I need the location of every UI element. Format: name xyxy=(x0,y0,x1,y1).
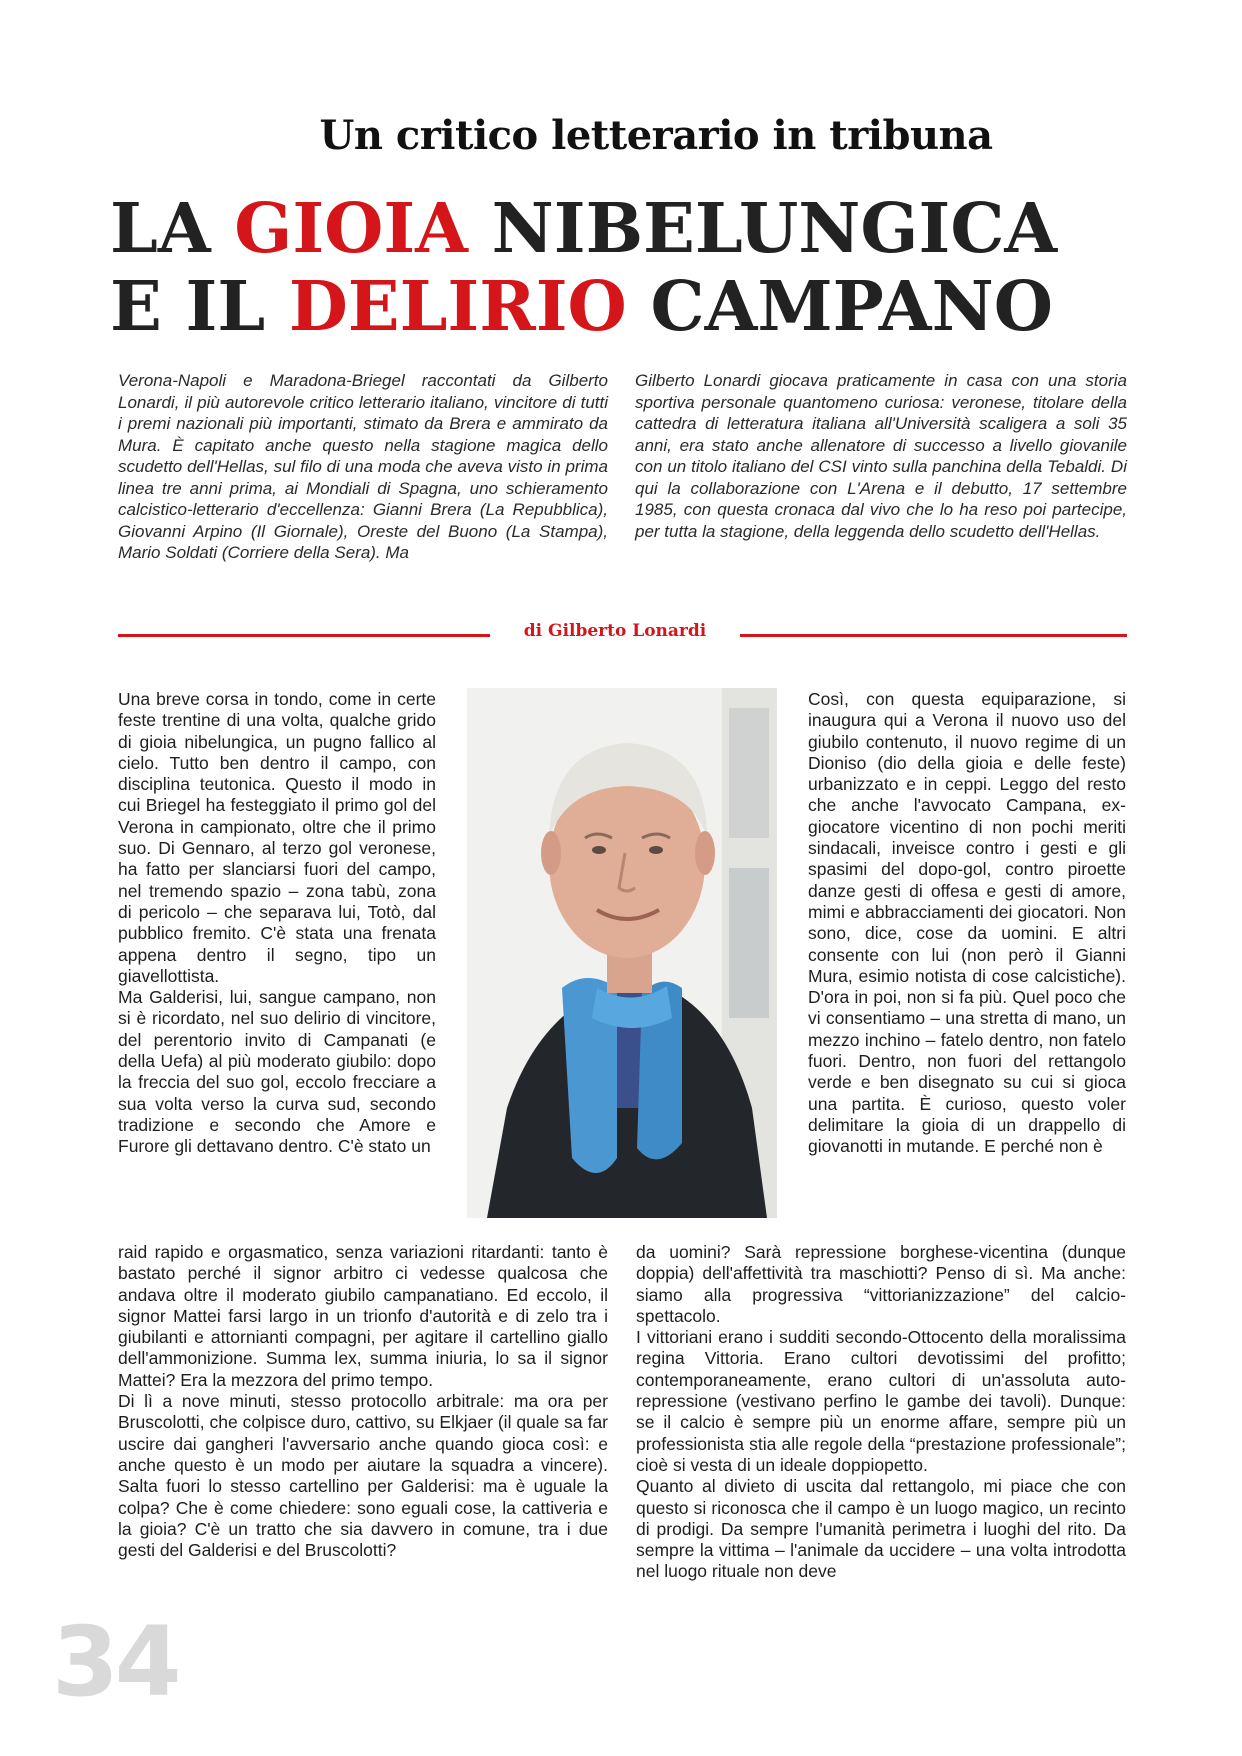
headline-line-1: LA GIOIA NIBELUNGICA xyxy=(110,189,1058,269)
intro-left: Verona-Napoli e Maradona-Briegel raccontati da Gilberto Lonardi, il più autorevole critico letterario italiano, vincitore di tutti i premi nazionali più importanti, stimato da Brera e ammirato da Mura. È capitato anche questo nella stagione magica dello scudetto dell'Hellas, sul filo di una moda che aveva visto in prima linea tre anni prima, ai Mondiali di Spagna, uno schieramento calcistico-letterario d'eccellenza: Gianni Brera (La Repubblica), Giovanni Arpino (Il Giornale), Oreste del Buono (La Stampa), Mario Soldati (Corriere della Sera). Ma xyxy=(118,371,608,562)
byline: di Gilberto Lonardi xyxy=(523,621,707,641)
paragraph: da uomini? Sarà repressione borghese-vicentina (dunque doppia) dell'affettività tra maschiotti? Penso di sì. Ma anche: siamo alla progressiva “vittorianizzazione” del calcio-spettacolo. xyxy=(636,1242,1126,1326)
byline-rule-right xyxy=(740,634,1127,637)
intro-right: Gilberto Lonardi giocava praticamente in casa con una storia sportiva personale quantomeno curiosa: veronese, titolare della cattedra di letteratura italiana all'Università scaligera a soli 35 anni, era stato anche allenatore di successo a livello giovanile con un titolo italiano del CSI vinto sulla panchina della Tebaldi. Di qui la collaborazione con L'Arena e il debutto, 17 settembre 1985, con questa cronaca dal vivo che lo ha reso poi partecipe, per tutta la stagione, della leggenda dello scudetto dell'Hellas. xyxy=(635,371,1127,541)
paragraph: Una breve corsa in tondo, come in certe feste trentine di una volta, qualche grido di gioia nibelungica, un pugno fallico al cielo. Tutto ben dentro il campo, con disciplina teutonica. Questo il modo in cui Briegel ha festeggiato il primo gol del Verona in campionato, oltre che il primo suo. Di Gennaro, al terzo gol veronese, ha fatto per slanciarsi fuori del campo, nel tremendo spazio – zona tabù, zona di pericolo – che separava lui, Totò, dal pubblico fremito. C'è stata una frenata appena dentro il segno, tipo un giavellottista. xyxy=(118,689,436,986)
headline xyxy=(110,190,1130,346)
body-col1-narrow xyxy=(118,689,436,1158)
headline-line-2: E IL DELIRIO CAMPANO xyxy=(110,267,1053,347)
byline-rule-left xyxy=(118,634,490,637)
paragraph: I vittoriani erano i sudditi secondo-Ottocento della moralissima regina Vittoria. Erano cultori devotissimi del profitto; contemporaneamente, erano cultori di un'assoluta auto-repressione (vestivano perfino le gambe dei tavoli). Dunque: se il calcio è sempre più un enorme affare, sempre più un professionista stia alle regole della “prestazione professionale”; cioè si vesta di un ideale doppiopetto. xyxy=(636,1327,1126,1475)
paragraph: Quanto al divieto di uscita dal rettangolo, mi piace che con questo si riconosca che il campo è un luogo magico, un recinto di prodigi. Da sempre l'umanità perimetra i luoghi del rito. Da sempre la vittima – l'animale da uccidere – una volta introdotta nel luogo rituale non deve xyxy=(636,1476,1126,1582)
kicker: Un critico letterario in tribuna xyxy=(319,112,993,159)
author-photo xyxy=(467,688,777,1218)
headline-highlight-delirio: DELIRIO xyxy=(288,267,627,347)
page-number: 34 xyxy=(52,1606,178,1718)
body-col2-narrow xyxy=(808,689,1126,1158)
portrait-image xyxy=(467,688,777,1218)
paragraph: raid rapido e orgasmatico, senza variazioni ritardanti: tanto è bastato perché il signor arbitro ci vedesse qualcosa che andava oltre il moderato giubilo campanatiano. Ed eccolo, il signor Mattei farsi largo in un trionfo d'autorità e di zelo tra i giubilanti e attornianti compagni, per agitare il cartellino giallo dell'ammonizione. Summa lex, summa iniuria, lo sa il signor Mattei? Era la mezzora del primo tempo. xyxy=(118,1242,608,1390)
paragraph: Così, con questa equiparazione, si inaugura qui a Verona il nuovo uso del giubilo contenuto, il nuovo regime di un Dioniso (dio della gioia e delle feste) urbanizzato e in ceppi. Leggo del resto che anche l'avvocato Campana, ex-giocatore vicentino di non pochi meriti sindacali, inveisce contro i gesti e gli spasimi del dopo-gol, contro piroette danze gesti di offesa e gesti di amore, mimi e abbracciamenti dei giocatori. Non sono, dice, cose da uomini. E altri consente con lui (non però il Gianni Mura, esimio notista di cose calcistiche). D'ora in poi, non si fa più. Quel poco che vi consentiamo – una stretta di mano, un mezzo inchino – fatelo dentro, non fatelo fuori. Dentro, non fuori del rettangolo verde e ben disegnato su cui si gioca una partita. È curioso, questo voler delimitare la gioia di un drappello di giovanotti in mutande. E perché non è xyxy=(808,689,1126,1157)
body-col1-wide xyxy=(118,1242,608,1561)
body-col2-wide xyxy=(636,1242,1126,1583)
headline-highlight-gioia: GIOIA xyxy=(234,189,468,269)
paragraph: Di lì a nove minuti, stesso protocollo arbitrale: ma ora per Bruscolotti, che colpisce duro, cattivo, su Elkjaer (il quale sa far uscire dai gangheri l'avversario anche quando gioca così: e anche questo è un modo per aiutare la squadra a vincere). Salta fuori lo stesso cartellino per Galderisi: ma è uguale la colpa? Che è come chiedere: sono eguali cose, la cattiveria e la gioia? C'è un tratto che sia davvero in comune, tra i due gesti del Galderisi e del Bruscolotti? xyxy=(118,1391,608,1561)
paragraph: Ma Galderisi, lui, sangue campano, non si è ricordato, nel suo delirio di vincitore, del perentorio invito di Campanati (e della Uefa) al più moderato giubilo: dopo la freccia del suo gol, eccolo frecciare a sua volta verso la curva sud, secondo tradizione e secondo che Amore e Furore gli dettavano dentro. C'è stato un xyxy=(118,987,436,1157)
